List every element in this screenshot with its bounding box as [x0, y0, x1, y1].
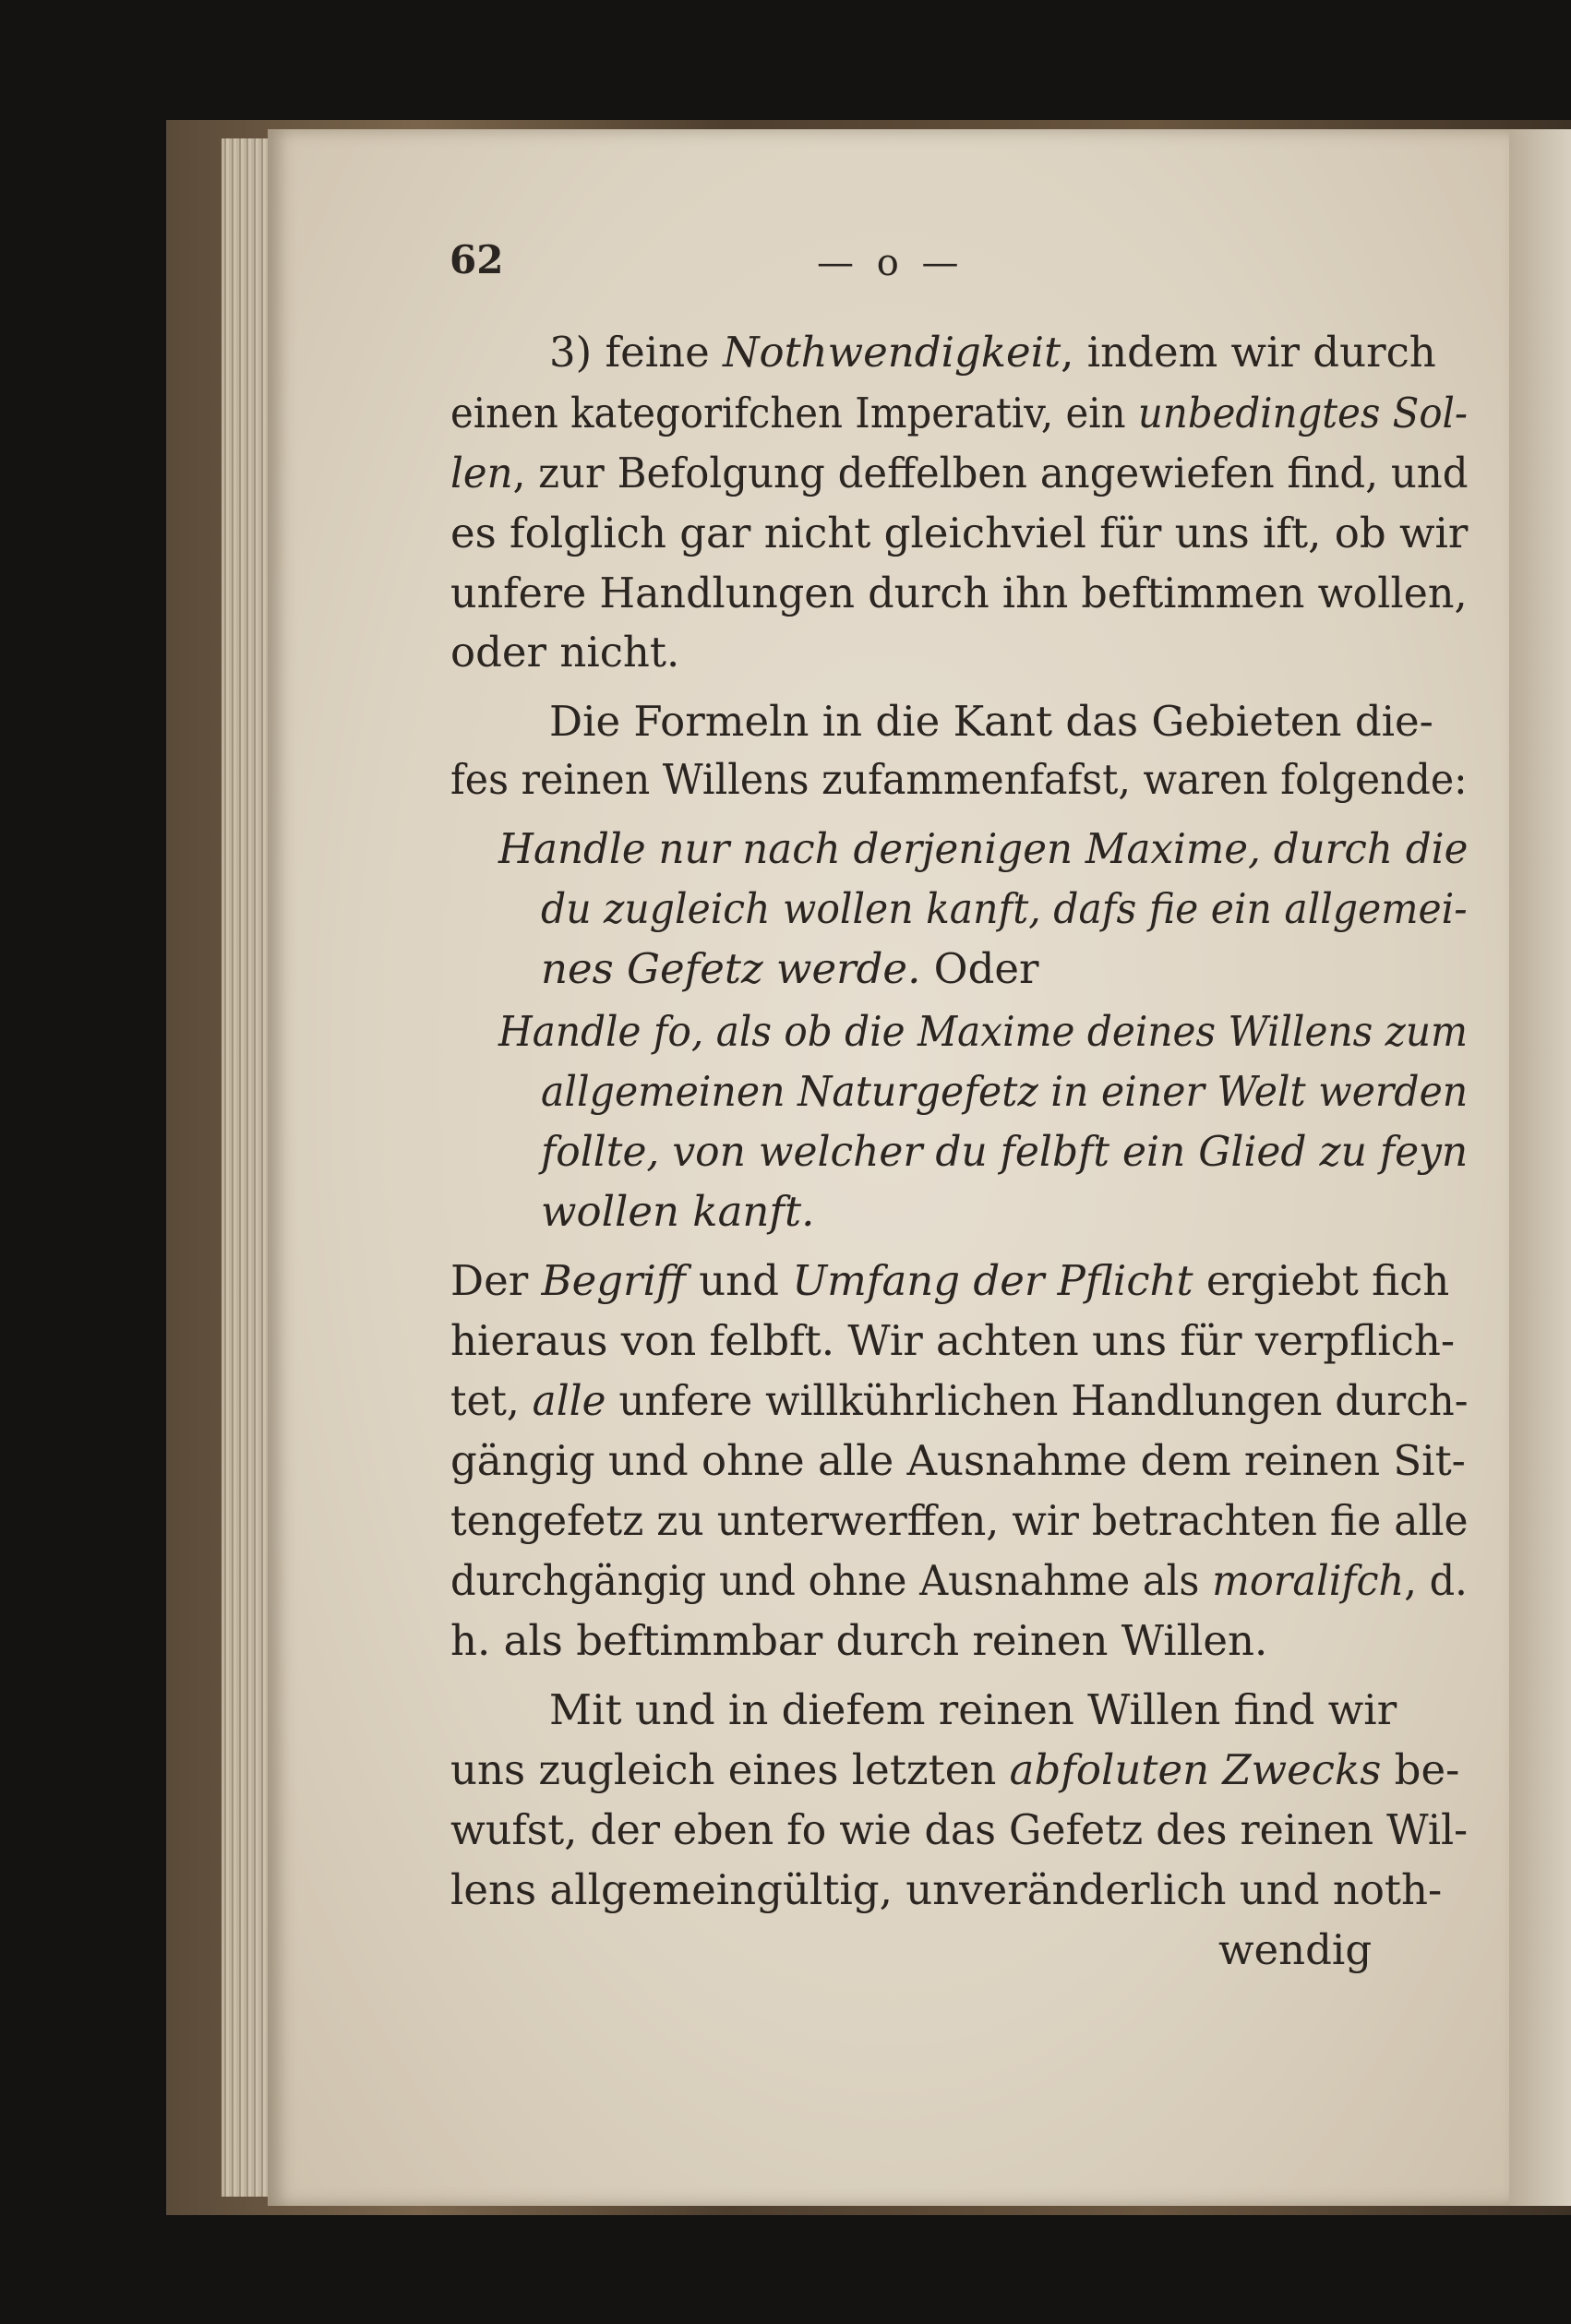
text-span: , indem wir durch — [1061, 328, 1436, 377]
italic-text: du zugleich wollen kanft, dafs fie ein allgemei- — [541, 884, 1468, 933]
text-span: Oder — [920, 944, 1039, 993]
text-line — [450, 446, 1469, 501]
text-span: be- — [1381, 1745, 1460, 1794]
text-line — [541, 1124, 1468, 1180]
italic-text: follte, von welcher du felbft ein Glied zu feyn — [541, 1127, 1469, 1176]
italic-text: Umfang der Pflicht — [792, 1256, 1193, 1305]
text-span: hieraus von felbft. Wir achten uns für verpflich- — [450, 1316, 1456, 1365]
italic-text: Handle fo, als ob die Maxime deines Willens zum — [498, 1007, 1469, 1056]
text-span: Mit und in diefem reinen Willen find wir — [549, 1685, 1397, 1734]
text-line — [450, 1553, 1468, 1609]
header-ornament: — o — — [817, 242, 965, 284]
text-line — [450, 1803, 1468, 1858]
text-line — [549, 325, 1436, 380]
text-line — [450, 566, 1468, 621]
text-span: , zur Befolgung deffelben angewiefen find, und — [512, 449, 1469, 497]
text-line — [450, 1493, 1469, 1549]
text-span: h. als beftimmbar durch reinen Willen. — [450, 1616, 1268, 1665]
text-line — [450, 1613, 1267, 1669]
text-line — [541, 881, 1468, 937]
text-line — [450, 1253, 1449, 1309]
text-span: feine — [605, 328, 724, 377]
italic-text: allgemeinen Naturgefetz in einer Welt werden — [541, 1067, 1469, 1116]
text-span: einen kategorifchen Imperativ, ein — [450, 389, 1138, 437]
italic-text: unbedingtes Sol- — [1137, 389, 1469, 437]
italic-text: Begriff — [541, 1256, 686, 1305]
text-line — [549, 1683, 1397, 1738]
italic-text: len — [450, 449, 513, 497]
text-line — [541, 1064, 1468, 1120]
text-span: unfere Handlungen durch ihn beftimmen wollen, — [450, 569, 1468, 617]
text-span: es folglich gar nicht gleichviel für uns ift, ob wir — [450, 509, 1469, 557]
text-line — [549, 694, 1433, 749]
text-span: 3) — [549, 328, 606, 377]
text-span: gängig und ohne alle Ausnahme dem reinen Sit- — [450, 1436, 1466, 1485]
text-span: ergiebt fich — [1193, 1256, 1450, 1305]
text-line — [450, 625, 679, 680]
text-span: tengefetz zu unterwerffen, wir betrachten fie alle — [450, 1496, 1469, 1545]
italic-text: abfoluten Zwecks — [1009, 1745, 1382, 1794]
page-number: 62 — [450, 237, 504, 282]
text-span: , d. — [1404, 1556, 1468, 1605]
text-line — [450, 1313, 1455, 1369]
text-line — [450, 752, 1468, 808]
text-span: oder nicht. — [450, 628, 680, 677]
text-line — [450, 1433, 1466, 1489]
italic-text: Handle nur nach derjenigen Maxime, durch die — [498, 824, 1469, 873]
text-span: unfere willkührlichen Handlungen durch- — [606, 1376, 1469, 1425]
text-line — [450, 386, 1468, 441]
text-span: fes reinen Willens zufammenfafst, waren folgende: — [450, 755, 1468, 804]
text-line — [541, 1184, 814, 1240]
text-line — [450, 1743, 1459, 1798]
italic-text: nes Gefetz werde. — [541, 944, 921, 993]
text-span: durchgängig und ohne Ausnahme als — [450, 1556, 1213, 1605]
text-line — [541, 941, 1039, 997]
text-line — [498, 821, 1468, 877]
text-line — [450, 506, 1468, 561]
text-span: wufst, der eben fo wie das Gefetz des reinen Wil- — [450, 1805, 1469, 1854]
italic-text: moralifch — [1212, 1556, 1405, 1605]
text-span: Der — [450, 1256, 542, 1305]
text-line — [450, 1373, 1469, 1429]
text-span: uns zugleich eines letzten — [450, 1745, 1010, 1794]
text-span: Die Formeln in die Kant das Gebieten die- — [549, 697, 1433, 746]
text-line — [450, 1863, 1442, 1918]
italic-text: wollen kanft. — [541, 1187, 815, 1236]
catchword — [1218, 1923, 1372, 1978]
text-line — [498, 1004, 1468, 1060]
text-span: wendig — [1218, 1925, 1373, 1974]
italic-text: Nothwendigkeit — [723, 328, 1061, 377]
text-span: lens allgemeingültig, unveränderlich und noth- — [450, 1865, 1443, 1914]
italic-text: alle — [532, 1376, 606, 1425]
text-span: tet, — [450, 1376, 533, 1425]
text-span: und — [685, 1256, 793, 1305]
